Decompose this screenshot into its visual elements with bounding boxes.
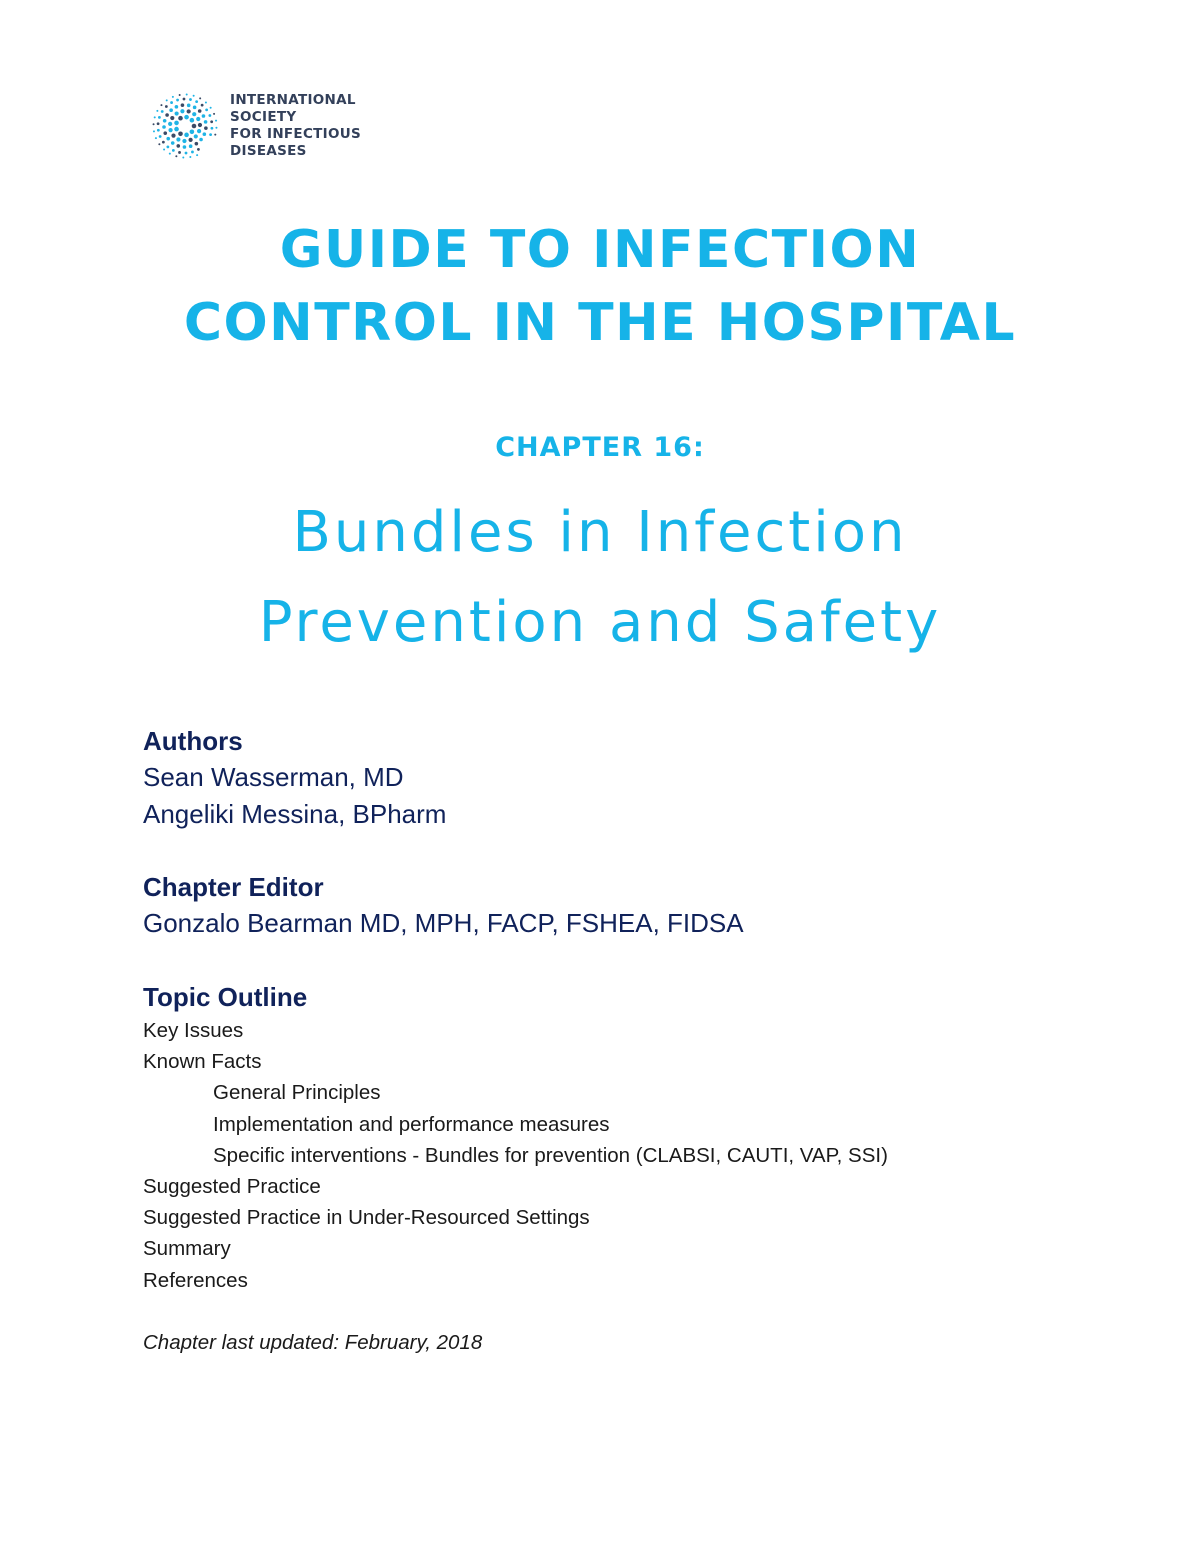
logo-dot (183, 98, 186, 101)
isid-dot-ring-logo-icon (152, 93, 218, 159)
logo-dot (155, 137, 157, 139)
logo-dot (204, 126, 208, 130)
outline-subitem: General Principles (213, 1081, 381, 1105)
logo-dot (199, 138, 203, 142)
logo-dot (208, 114, 211, 117)
logo-dot (182, 156, 184, 158)
logo-dot (183, 145, 187, 149)
logo-dot (189, 138, 193, 142)
chapter-label: CHAPTER 16: (495, 432, 705, 463)
logo-dot (166, 145, 169, 148)
authors-heading: Authors (143, 726, 243, 756)
author-name: Angeliki Messina, BPharm (143, 799, 447, 829)
logo-dot (159, 135, 162, 138)
logo-dot (190, 129, 195, 134)
logo-dot (197, 148, 200, 151)
logo-dot (153, 123, 155, 125)
logo-dot (198, 109, 202, 113)
editor-name: Gonzalo Bearman MD, MPH, FACP, FSHEA, FIDSA (143, 908, 744, 938)
logo-dot (172, 149, 175, 152)
logo-dot (154, 116, 156, 118)
logo-dot (172, 96, 174, 98)
logo-dot (186, 94, 188, 96)
logo-dot (166, 99, 168, 101)
outline-item: References (143, 1268, 248, 1292)
logo-dot (179, 94, 181, 96)
logo-dot (175, 105, 179, 109)
logo-dot (215, 120, 217, 122)
logo-dot (199, 97, 201, 99)
isid-logo (152, 92, 361, 160)
outline-heading: Topic Outline (143, 982, 308, 1012)
logo-dot (187, 104, 191, 108)
logo-dot (175, 111, 179, 115)
logo-dot (203, 132, 207, 136)
logo-dot (190, 118, 195, 123)
outline-section (143, 979, 888, 1296)
outline-item: Suggested Practice in Under-Resourced Settings (143, 1206, 590, 1230)
last-updated-note: Chapter last updated: February, 2018 (143, 1331, 483, 1354)
logo-dot (189, 156, 191, 158)
logo-dot (178, 151, 181, 154)
logo-dot (215, 127, 217, 129)
logo-dot (210, 107, 212, 109)
outline-subitem: Specific interventions - Bundles for prevention (CLABSI, CAUTI, VAP, SSI) (213, 1143, 888, 1167)
logo-dot (170, 116, 174, 120)
logo-dot (156, 110, 158, 112)
logo-dot (192, 124, 197, 129)
logo-dot (176, 99, 179, 102)
logo-dot (185, 152, 188, 155)
chapter-title (0, 488, 1200, 668)
logo-dot (168, 128, 172, 132)
logo-dot (175, 155, 177, 157)
outline-item: Summary (143, 1237, 231, 1261)
logo-dot (163, 131, 167, 135)
outline-item: Known Facts (143, 1050, 262, 1074)
author-name: Sean Wasserman, MD (143, 762, 404, 792)
logo-dot (193, 95, 195, 97)
logo-dot (191, 151, 194, 154)
logo-dot (165, 113, 169, 117)
guide-title-line-1: GUIDE TO INFECTION (279, 220, 921, 280)
logo-dot (196, 154, 198, 156)
logo-dot (162, 125, 166, 129)
outline-item: Key Issues (143, 1019, 244, 1042)
logo-dot (193, 106, 197, 110)
logo-dot (171, 134, 175, 138)
logo-dot (211, 127, 214, 130)
logo-dot (158, 143, 160, 145)
logo-dot (205, 101, 207, 103)
logo-dot (176, 137, 180, 141)
editor-section (143, 869, 744, 942)
logo-dot (197, 129, 201, 133)
logo-dot (165, 105, 168, 108)
logo-line: SOCIETY (230, 109, 297, 125)
logo-wordmark (230, 92, 361, 160)
logo-line: DISEASES (230, 143, 307, 159)
logo-dot (182, 139, 186, 143)
logo-dot (157, 129, 160, 132)
chapter-title-line-1: Bundles in Infection (292, 500, 908, 565)
logo-line: FOR INFECTIOUS (230, 126, 362, 142)
logo-dot (195, 142, 199, 146)
logo-dot (194, 134, 198, 138)
logo-dot (169, 108, 173, 112)
outline-item: Suggested Practice (143, 1175, 321, 1199)
logo-dot (204, 120, 208, 124)
logo-dot (166, 137, 170, 141)
logo-dot (209, 133, 212, 136)
logo-dot (181, 103, 185, 107)
authors-section (143, 723, 446, 833)
logo-dot (168, 122, 172, 126)
logo-dot (213, 113, 215, 115)
logo-dot (196, 117, 200, 121)
logo-dot (160, 104, 162, 106)
guide-title (0, 214, 1200, 360)
logo-dot (169, 153, 171, 155)
logo-dot (184, 133, 189, 138)
logo-dot (171, 141, 175, 145)
logo-dot (157, 122, 160, 125)
logo-dot (174, 121, 179, 126)
logo-dot (170, 101, 173, 104)
outline-subitem: Implementation and performance measures (213, 1112, 610, 1136)
logo-line: INTERNATIONAL (230, 92, 356, 108)
logo-dot (198, 123, 202, 127)
logo-dot (210, 120, 213, 123)
logo-dot (163, 149, 165, 151)
logo-dot (214, 134, 216, 136)
logo-dot (163, 119, 167, 123)
logo-dot (162, 141, 165, 144)
guide-title-line-2: CONTROL IN THE HOSPITAL (183, 293, 1017, 353)
outline-list (143, 1015, 888, 1296)
logo-dot (158, 116, 161, 119)
logo-dot (153, 130, 155, 132)
logo-dot (161, 110, 164, 113)
logo-dot (205, 108, 208, 111)
logo-dot (176, 144, 180, 148)
logo-dot (195, 100, 198, 103)
editor-heading: Chapter Editor (143, 872, 324, 902)
logo-dot (187, 109, 191, 113)
logo-dot (174, 127, 179, 132)
logo-dot (184, 115, 189, 120)
logo-dot (189, 98, 192, 101)
chapter-title-line-2: Prevention and Safety (258, 590, 942, 655)
logo-dot (202, 114, 206, 118)
logo-dot (192, 112, 196, 116)
logo-dot (180, 109, 184, 113)
logo-dot (178, 116, 183, 121)
logo-dot (189, 144, 193, 148)
logo-dot (178, 131, 183, 136)
logo-dot (201, 104, 204, 107)
